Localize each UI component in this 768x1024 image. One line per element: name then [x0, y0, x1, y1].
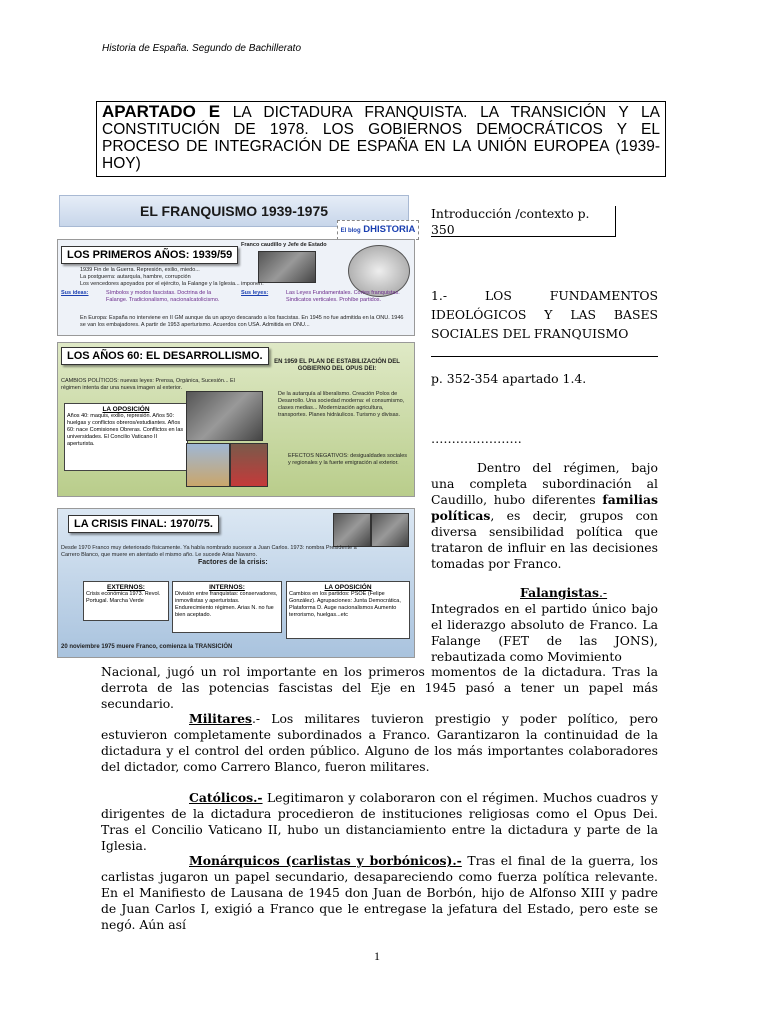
blog-name: DHISTORIA: [363, 224, 416, 235]
page-header: Historia de España. Segundo de Bachillerato: [102, 43, 302, 54]
europa-text: En Europa: España no interviene en II GM aunque da un apoyo descarado a los fascistas. En 1945 no fue admitida en la ONU. 1946 se van los embajadores. A partir de 1953 aperturismo. Acuerdos con USA. Admitida en ONU...: [80, 315, 404, 328]
panel-anos-60: [57, 342, 415, 497]
efectos-negativos: EFECTOS NEGATIVOS: desigualdades sociales y regionales y la fuerte emigración al exterior.: [288, 453, 408, 466]
p1-text-a: Dentro del régimen, bajo una completa subordinación al Caudillo, hubo diferentes: [431, 460, 658, 507]
catolicos-text: Legitimaron y colaboraron con el régimen. Muchos cuadros y dirigentes de la dictadura procedieron de instituciones religiosas como el Opus Dei. Tras el Concilio Vaticano II, hubo un distanciamiento entre la dictadura y parte de la Iglesia.: [101, 790, 658, 853]
falangistas-text-2: Nacional, jugó un rol importante en los primeros momentos de la dictadura. Tras la derrota de las potencias fascistas del Eje en 1945 pasó a tener un papel más secundario.: [101, 664, 658, 711]
p1-bold: familias políticas: [431, 492, 658, 523]
portrait-photo-1: [333, 513, 371, 547]
paragraph-familias: [431, 460, 658, 572]
panel-primeros-anos: [57, 239, 415, 336]
cambios-economicos: De la autarquía al liberalismo. Creación Polos de Desarrollo. Una sociedad moderna: el consumismo, clases medias... Modernización agricultura, transportes. Planes hidráulicos. Turismo y divisas.: [278, 391, 405, 418]
people-photo: [230, 443, 268, 487]
panel1-bullets: [80, 267, 330, 288]
militares-text: .- Los militares tuvieron prestigio y poder político, pero estuvieron completamente subordinados a Franco. Garantizaron la continuidad de la dictadura y el control del orden público. Alguno de los más importantes colaboradores del dictador, como Carrero Blanco, fueron militares.: [101, 711, 658, 774]
plan-text: EN 1959 EL PLAN DE ESTABILIZACIÓN DEL GOBIERNO DEL OPUS DEI:: [274, 359, 400, 372]
falangistas-text-1: Integrados en el partido único bajo el liderazgo absoluto de Franco. La Falange (FET de las JONS), rebautizada como Movimiento: [431, 601, 658, 664]
bullet-2: La postguerra: autarquía, hambre, corrupción: [80, 274, 191, 280]
infographic-banner: EL FRANQUISMO 1939-1975: [59, 195, 409, 227]
oposicion-crisis-title: LA OPOSICIÓN: [324, 584, 372, 591]
panel3-title: LA CRISIS FINAL: 1970/75.: [68, 515, 219, 533]
panel1-title: LOS PRIMEROS AÑOS: 1939/59: [61, 246, 238, 264]
page-number: 1: [374, 949, 380, 963]
oposicion-text: Años 40: maquis, exilio, represión. Años 50: huelgas y conflictos obreros/estudiantes. Años 60: nace Comisiones Obreras. Conflictos en las universidades. El Concilio Vaticano II aperturista.: [67, 413, 184, 447]
monarquicos-heading: Monárquicos (carlistas y borbónicos).-: [189, 853, 462, 868]
crisis-footer: 20 noviembre 1975 muere Franco, comienza la TRANSICIÓN: [61, 644, 233, 650]
bullet-3: Los vencedores apoyados por el ejército, la Falange y la Iglesia... imponen:: [80, 281, 264, 287]
externos-text: Crisis económica 1973. Revol. Portugal. Marcha Verde: [86, 591, 161, 604]
internos-box: [172, 581, 282, 633]
portrait-photo-2: [371, 513, 409, 547]
section-label: APARTADO E: [102, 102, 221, 121]
panel1-caption: Franco caudillo y Jefe de Estado: [241, 242, 327, 248]
blog-label: [337, 220, 419, 240]
oposicion-crisis-box: [286, 581, 410, 639]
bullet-1: 1939 Fin de la Guerra. Represión, exilio, miedo...: [80, 267, 200, 273]
crisis-intro: Desde 1970 Franco muy deteriorado físicamente. Ya había nombrado sucesor a Juan Carlos. 1973: nombra Presidente a Carrero Blanco, que muere en atentado el mismo año. Le sucede Arias Navarro.: [61, 545, 357, 558]
ideas-label: Sus ideas:: [61, 290, 89, 296]
panel-crisis-final: [57, 508, 415, 658]
paragraph-monarquicos: [101, 853, 658, 933]
intro-context: Introducción /contexto p. 350: [431, 206, 590, 237]
factores-heading: Factores de la crisis:: [198, 559, 268, 566]
ideas-text: Símbolos y modos fascistas. Doctrina de la Falange. Tradicionalismo, nacionalcatolicismo.: [106, 290, 220, 303]
oposicion-crisis-text: Cambios en los partidos: PSOE (Felipe González). Agrupaciones: Junta Democrática, Plataforma D. Auge nacionalismos Aumento terrorismo, huelgas...etc: [289, 591, 401, 618]
oposicion-box: [64, 403, 188, 471]
externos-title: EXTERNOS:: [107, 584, 145, 591]
blog-small: El blog: [340, 228, 361, 234]
internos-title: INTERNOS:: [209, 584, 245, 591]
paragraph-militares: [101, 711, 658, 775]
pages-ref: p. 352-354 apartado 1.4.: [431, 371, 587, 386]
cambios-politicos: CAMBIOS POLÍTICOS: nuevas leyes: Prensa, Orgánica, Sucesión... El régimen intenta dar una nueva imagen al exterior.: [61, 378, 235, 391]
leyes-text: Las Leyes Fundamentales. Cortes franquistas. Sindicatos verticales. Prohíbe partidos.: [286, 290, 400, 303]
franquismo-infographic: [57, 195, 419, 660]
section-title-text: LA DICTADURA FRANQUISTA. LA TRANSICIÓN Y LA CONSTITUCIÓN DE 1978. LOS GOBIERNOS DEMOCRÁTICOS Y EL PROCESO DE INTEGRACIÓN DE ESPAÑA EN LA UNIÓN EUROPEA (1939-HOY): [102, 104, 660, 172]
catolicos-heading: Católicos.-: [189, 790, 263, 805]
paragraph-catolicos: [101, 790, 658, 854]
panel2-title: LOS AÑOS 60: EL DESARROLLISMO.: [61, 347, 269, 365]
p1-text-b: , es decir, grupos con diversa sensibilidad política que trataron de influir en las decisiones tomadas por Franco.: [431, 508, 658, 571]
leyes-label: Sus leyes:: [241, 290, 269, 296]
section1-heading: 1.- LOS FUNDAMENTOS IDEOLÓGICOS Y LAS BASES SOCIALES DEL FRANQUISMO: [431, 286, 658, 357]
externos-box: [83, 581, 169, 621]
section-title-box: [96, 101, 666, 177]
landscape-photo: [186, 443, 230, 487]
internos-text: División entre franquistas: conservadores, inmovilistas y aperturistas. Endurecimiento régimen. Arias N. no fue bien aceptado.: [175, 591, 278, 618]
falangistas-heading: Falangistas.-: [520, 585, 608, 600]
dots: ………………….: [431, 431, 522, 446]
falangistas-h: Falangistas: [520, 585, 599, 600]
intro-context-box: [431, 206, 616, 237]
militares-heading: Militares: [189, 711, 252, 726]
monarquicos-text: Tras el final de la guerra, los carlistas jugaron un papel secundario, desapareciendo como fuerza política relevante. En el Manifiesto de Lausana de 1945 don Juan de Borbón, hijo de Alfonso XIII y padre de Juan Carlos I, exigió a Franco que le entregase la jefatura del Estado, pero este se negó. Aún así: [101, 853, 658, 932]
meeting-photo: [186, 391, 263, 441]
oposicion-title: LA OPOSICIÓN: [102, 406, 150, 413]
